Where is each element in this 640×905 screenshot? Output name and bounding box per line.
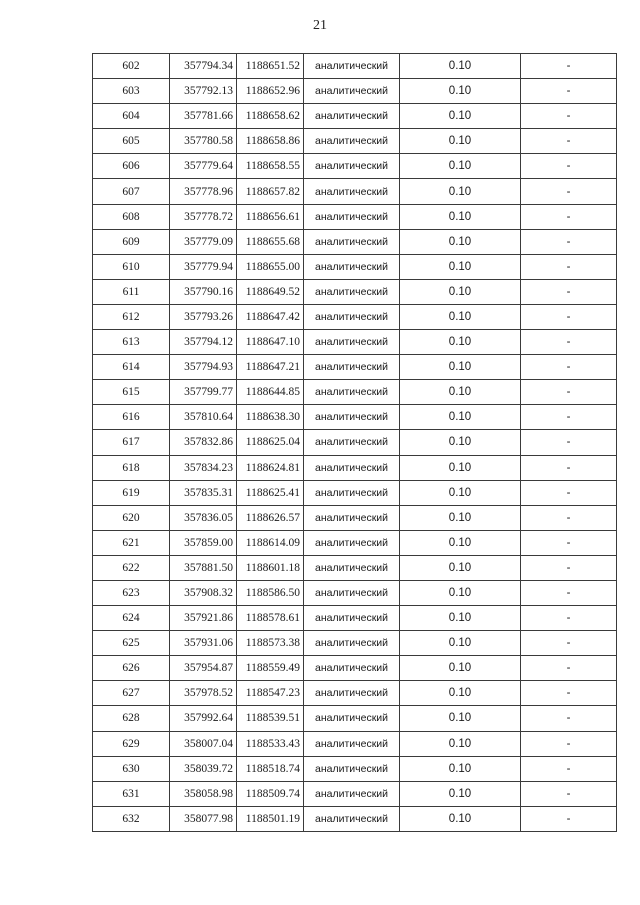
description-cell: - (521, 455, 617, 480)
y-coordinate-cell: 1188656.61 (237, 204, 304, 229)
method-cell: аналитический (304, 731, 400, 756)
description-cell: - (521, 681, 617, 706)
description-cell: - (521, 480, 617, 505)
accuracy-cell: 0.10 (400, 656, 521, 681)
method-cell: аналитический (304, 756, 400, 781)
description-cell: - (521, 179, 617, 204)
table-row (93, 480, 617, 505)
accuracy-cell: 0.10 (400, 179, 521, 204)
method-cell: аналитический (304, 104, 400, 129)
description-cell: - (521, 631, 617, 656)
accuracy-cell: 0.10 (400, 79, 521, 104)
point-number-cell: 615 (93, 380, 170, 405)
x-coordinate-cell: 358058.98 (170, 781, 237, 806)
table-row (93, 455, 617, 480)
accuracy-cell: 0.10 (400, 530, 521, 555)
accuracy-cell: 0.10 (400, 355, 521, 380)
point-number-cell: 617 (93, 430, 170, 455)
table-row (93, 380, 617, 405)
point-number-cell: 621 (93, 530, 170, 555)
description-cell: - (521, 129, 617, 154)
table-row (93, 405, 617, 430)
method-cell: аналитический (304, 555, 400, 580)
x-coordinate-cell: 358077.98 (170, 806, 237, 831)
description-cell: - (521, 254, 617, 279)
table-row (93, 806, 617, 831)
table-row (93, 580, 617, 605)
table-row (93, 254, 617, 279)
table-row (93, 304, 617, 329)
description-cell: - (521, 731, 617, 756)
method-cell: аналитический (304, 706, 400, 731)
x-coordinate-cell: 357793.26 (170, 304, 237, 329)
y-coordinate-cell: 1188578.61 (237, 606, 304, 631)
point-number-cell: 620 (93, 505, 170, 530)
table-row (93, 204, 617, 229)
x-coordinate-cell: 357780.58 (170, 129, 237, 154)
accuracy-cell: 0.10 (400, 455, 521, 480)
x-coordinate-cell: 357832.86 (170, 430, 237, 455)
table-row (93, 681, 617, 706)
point-number-cell: 627 (93, 681, 170, 706)
page-number: 21 (313, 18, 327, 33)
accuracy-cell: 0.10 (400, 154, 521, 179)
method-cell: аналитический (304, 681, 400, 706)
point-number-cell: 619 (93, 480, 170, 505)
description-cell: - (521, 756, 617, 781)
table-row (93, 79, 617, 104)
method-cell: аналитический (304, 254, 400, 279)
table-row (93, 706, 617, 731)
x-coordinate-cell: 357792.13 (170, 79, 237, 104)
description-cell: - (521, 304, 617, 329)
method-cell: аналитический (304, 480, 400, 505)
method-cell: аналитический (304, 279, 400, 304)
accuracy-cell: 0.10 (400, 54, 521, 79)
point-number-cell: 614 (93, 355, 170, 380)
table-row (93, 104, 617, 129)
accuracy-cell: 0.10 (400, 756, 521, 781)
accuracy-cell: 0.10 (400, 279, 521, 304)
method-cell: аналитический (304, 129, 400, 154)
point-number-cell: 604 (93, 104, 170, 129)
accuracy-cell: 0.10 (400, 580, 521, 605)
point-number-cell: 631 (93, 781, 170, 806)
method-cell: аналитический (304, 54, 400, 79)
y-coordinate-cell: 1188658.55 (237, 154, 304, 179)
description-cell: - (521, 606, 617, 631)
x-coordinate-cell: 357908.32 (170, 580, 237, 605)
x-coordinate-cell: 357931.06 (170, 631, 237, 656)
point-number-cell: 606 (93, 154, 170, 179)
description-cell: - (521, 405, 617, 430)
point-number-cell: 616 (93, 405, 170, 430)
x-coordinate-cell: 357778.72 (170, 204, 237, 229)
x-coordinate-cell: 357834.23 (170, 455, 237, 480)
y-coordinate-cell: 1188614.09 (237, 530, 304, 555)
x-coordinate-cell: 357794.12 (170, 330, 237, 355)
table-row (93, 656, 617, 681)
x-coordinate-cell: 357954.87 (170, 656, 237, 681)
accuracy-cell: 0.10 (400, 405, 521, 430)
table-row (93, 54, 617, 79)
accuracy-cell: 0.10 (400, 681, 521, 706)
method-cell: аналитический (304, 179, 400, 204)
point-number-cell: 602 (93, 54, 170, 79)
table-row (93, 756, 617, 781)
accuracy-cell: 0.10 (400, 229, 521, 254)
table-row (93, 179, 617, 204)
y-coordinate-cell: 1188658.86 (237, 129, 304, 154)
x-coordinate-cell: 357779.09 (170, 229, 237, 254)
description-cell: - (521, 430, 617, 455)
method-cell: аналитический (304, 606, 400, 631)
x-coordinate-cell: 357921.86 (170, 606, 237, 631)
table-row (93, 355, 617, 380)
point-number-cell: 611 (93, 279, 170, 304)
method-cell: аналитический (304, 355, 400, 380)
x-coordinate-cell: 357781.66 (170, 104, 237, 129)
x-coordinate-cell: 358039.72 (170, 756, 237, 781)
description-cell: - (521, 204, 617, 229)
x-coordinate-cell: 357992.64 (170, 706, 237, 731)
method-cell: аналитический (304, 455, 400, 480)
x-coordinate-cell: 357790.16 (170, 279, 237, 304)
y-coordinate-cell: 1188624.81 (237, 455, 304, 480)
accuracy-cell: 0.10 (400, 304, 521, 329)
point-number-cell: 605 (93, 129, 170, 154)
table-row (93, 129, 617, 154)
point-number-cell: 626 (93, 656, 170, 681)
coordinates-table (92, 53, 617, 832)
description-cell: - (521, 54, 617, 79)
description-cell: - (521, 530, 617, 555)
y-coordinate-cell: 1188533.43 (237, 731, 304, 756)
point-number-cell: 630 (93, 756, 170, 781)
accuracy-cell: 0.10 (400, 480, 521, 505)
table-row (93, 430, 617, 455)
accuracy-cell: 0.10 (400, 555, 521, 580)
method-cell: аналитический (304, 806, 400, 831)
method-cell: аналитический (304, 580, 400, 605)
x-coordinate-cell: 357810.64 (170, 405, 237, 430)
point-number-cell: 608 (93, 204, 170, 229)
y-coordinate-cell: 1188625.41 (237, 480, 304, 505)
accuracy-cell: 0.10 (400, 380, 521, 405)
accuracy-cell: 0.10 (400, 254, 521, 279)
accuracy-cell: 0.10 (400, 330, 521, 355)
y-coordinate-cell: 1188652.96 (237, 79, 304, 104)
y-coordinate-cell: 1188573.38 (237, 631, 304, 656)
method-cell: аналитический (304, 530, 400, 555)
description-cell: - (521, 806, 617, 831)
accuracy-cell: 0.10 (400, 781, 521, 806)
y-coordinate-cell: 1188501.19 (237, 806, 304, 831)
point-number-cell: 603 (93, 79, 170, 104)
y-coordinate-cell: 1188601.18 (237, 555, 304, 580)
point-number-cell: 629 (93, 731, 170, 756)
table-body (93, 54, 617, 832)
y-coordinate-cell: 1188626.57 (237, 505, 304, 530)
x-coordinate-cell: 357835.31 (170, 480, 237, 505)
description-cell: - (521, 580, 617, 605)
description-cell: - (521, 505, 617, 530)
point-number-cell: 613 (93, 330, 170, 355)
method-cell: аналитический (304, 405, 400, 430)
y-coordinate-cell: 1188655.00 (237, 254, 304, 279)
x-coordinate-cell: 357779.64 (170, 154, 237, 179)
y-coordinate-cell: 1188649.52 (237, 279, 304, 304)
x-coordinate-cell: 357779.94 (170, 254, 237, 279)
y-coordinate-cell: 1188658.62 (237, 104, 304, 129)
table-row (93, 505, 617, 530)
accuracy-cell: 0.10 (400, 104, 521, 129)
x-coordinate-cell: 358007.04 (170, 731, 237, 756)
description-cell: - (521, 656, 617, 681)
point-number-cell: 628 (93, 706, 170, 731)
point-number-cell: 607 (93, 179, 170, 204)
description-cell: - (521, 355, 617, 380)
y-coordinate-cell: 1188547.23 (237, 681, 304, 706)
accuracy-cell: 0.10 (400, 731, 521, 756)
y-coordinate-cell: 1188518.74 (237, 756, 304, 781)
description-cell: - (521, 229, 617, 254)
x-coordinate-cell: 357881.50 (170, 555, 237, 580)
x-coordinate-cell: 357978.52 (170, 681, 237, 706)
y-coordinate-cell: 1188647.42 (237, 304, 304, 329)
y-coordinate-cell: 1188651.52 (237, 54, 304, 79)
x-coordinate-cell: 357799.77 (170, 380, 237, 405)
y-coordinate-cell: 1188509.74 (237, 781, 304, 806)
point-number-cell: 609 (93, 229, 170, 254)
method-cell: аналитический (304, 330, 400, 355)
y-coordinate-cell: 1188638.30 (237, 405, 304, 430)
accuracy-cell: 0.10 (400, 606, 521, 631)
description-cell: - (521, 706, 617, 731)
accuracy-cell: 0.10 (400, 706, 521, 731)
y-coordinate-cell: 1188657.82 (237, 179, 304, 204)
x-coordinate-cell: 357836.05 (170, 505, 237, 530)
table-row (93, 555, 617, 580)
method-cell: аналитический (304, 79, 400, 104)
method-cell: аналитический (304, 781, 400, 806)
accuracy-cell: 0.10 (400, 806, 521, 831)
x-coordinate-cell: 357859.00 (170, 530, 237, 555)
point-number-cell: 623 (93, 580, 170, 605)
table-row (93, 530, 617, 555)
method-cell: аналитический (304, 505, 400, 530)
accuracy-cell: 0.10 (400, 430, 521, 455)
point-number-cell: 610 (93, 254, 170, 279)
table-row (93, 330, 617, 355)
point-number-cell: 632 (93, 806, 170, 831)
y-coordinate-cell: 1188647.10 (237, 330, 304, 355)
accuracy-cell: 0.10 (400, 204, 521, 229)
accuracy-cell: 0.10 (400, 505, 521, 530)
table-row (93, 229, 617, 254)
x-coordinate-cell: 357794.34 (170, 54, 237, 79)
table-row (93, 279, 617, 304)
method-cell: аналитический (304, 631, 400, 656)
description-cell: - (521, 380, 617, 405)
point-number-cell: 622 (93, 555, 170, 580)
y-coordinate-cell: 1188625.04 (237, 430, 304, 455)
description-cell: - (521, 330, 617, 355)
point-number-cell: 625 (93, 631, 170, 656)
description-cell: - (521, 279, 617, 304)
point-number-cell: 624 (93, 606, 170, 631)
accuracy-cell: 0.10 (400, 631, 521, 656)
method-cell: аналитический (304, 304, 400, 329)
description-cell: - (521, 154, 617, 179)
y-coordinate-cell: 1188559.49 (237, 656, 304, 681)
table-row (93, 606, 617, 631)
y-coordinate-cell: 1188655.68 (237, 229, 304, 254)
table-row (93, 781, 617, 806)
method-cell: аналитический (304, 430, 400, 455)
method-cell: аналитический (304, 204, 400, 229)
method-cell: аналитический (304, 154, 400, 179)
method-cell: аналитический (304, 229, 400, 254)
point-number-cell: 618 (93, 455, 170, 480)
x-coordinate-cell: 357778.96 (170, 179, 237, 204)
description-cell: - (521, 104, 617, 129)
x-coordinate-cell: 357794.93 (170, 355, 237, 380)
method-cell: аналитический (304, 656, 400, 681)
method-cell: аналитический (304, 380, 400, 405)
y-coordinate-cell: 1188644.85 (237, 380, 304, 405)
table-row (93, 731, 617, 756)
y-coordinate-cell: 1188539.51 (237, 706, 304, 731)
description-cell: - (521, 79, 617, 104)
y-coordinate-cell: 1188586.50 (237, 580, 304, 605)
accuracy-cell: 0.10 (400, 129, 521, 154)
description-cell: - (521, 555, 617, 580)
point-number-cell: 612 (93, 304, 170, 329)
y-coordinate-cell: 1188647.21 (237, 355, 304, 380)
table-row (93, 154, 617, 179)
description-cell: - (521, 781, 617, 806)
table-row (93, 631, 617, 656)
